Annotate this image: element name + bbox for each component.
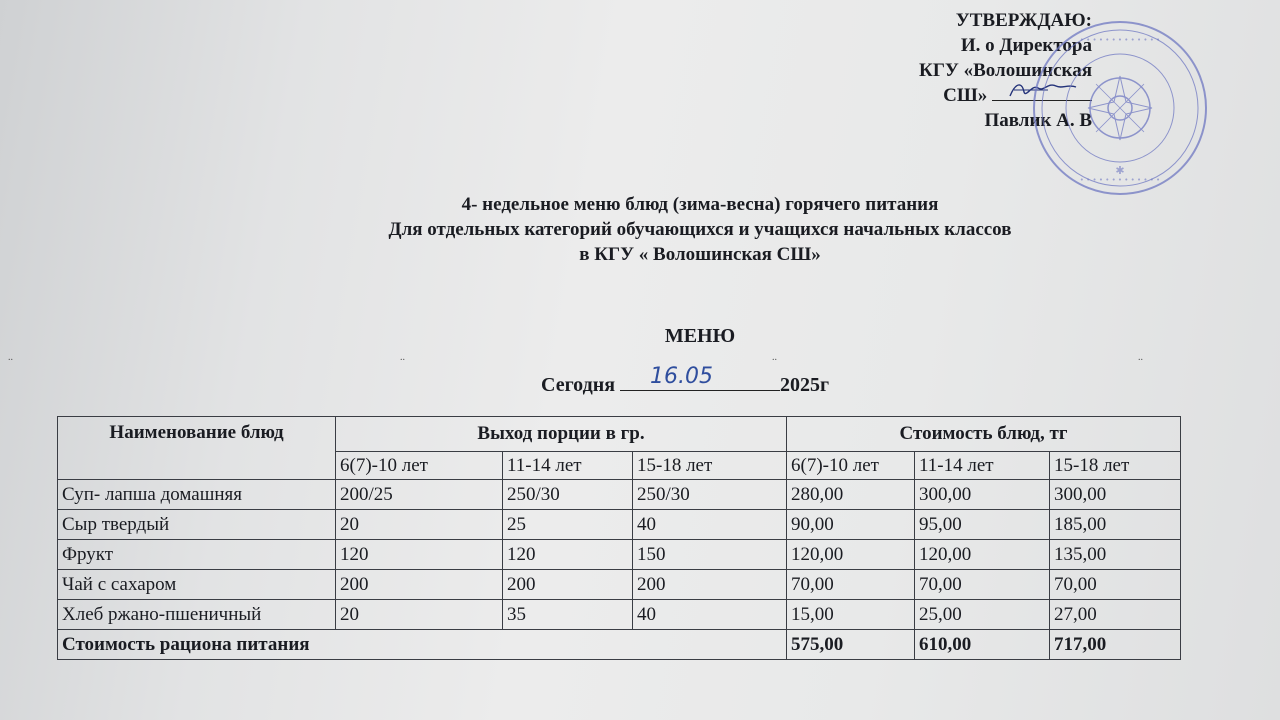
title-line-2: Для отдельных категорий обучающихся и учащихся начальных классов (388, 219, 1012, 240)
total-cost-cell: 575,00 (787, 630, 915, 660)
cost-cell: 27,00 (1050, 600, 1181, 630)
header-dish: Наименование блюд (58, 417, 336, 480)
stray-mark: .. (8, 352, 13, 363)
stray-mark: .. (772, 352, 777, 363)
age-group-header: 11-14 лет (503, 452, 633, 480)
cost-cell: 70,00 (787, 570, 915, 600)
dish-name: Сыр твердый (58, 510, 336, 540)
date-line (620, 364, 780, 391)
total-cost-cell: 717,00 (1050, 630, 1181, 660)
header-portion: Выход порции в гр. (336, 417, 787, 452)
portion-cell: 120 (336, 540, 503, 570)
cost-cell: 300,00 (1050, 480, 1181, 510)
title-line-1: 4- недельное меню блюд (зима-весна) горячего питания (461, 194, 939, 215)
age-group-header: 11-14 лет (915, 452, 1050, 480)
age-group-header: 15-18 лет (633, 452, 787, 480)
cost-cell: 95,00 (915, 510, 1050, 540)
cost-cell: 25,00 (915, 600, 1050, 630)
handwritten-date: 16.05 (650, 364, 714, 389)
cost-cell: 135,00 (1050, 540, 1181, 570)
portion-cell: 200 (633, 570, 787, 600)
portion-cell: 200 (503, 570, 633, 600)
portion-cell: 35 (503, 600, 633, 630)
title-line-3: в КГУ « Волошинская СШ» (579, 244, 821, 265)
portion-cell: 20 (336, 510, 503, 540)
approval-org-suffix: СШ» (943, 85, 988, 106)
stray-mark: .. (400, 352, 405, 363)
cost-cell: 300,00 (915, 480, 1050, 510)
total-cost-cell: 610,00 (915, 630, 1050, 660)
portion-cell: 150 (633, 540, 787, 570)
document-titles (0, 192, 1280, 267)
svg-text:• • • • • • • • • • • • •: • • • • • • • • • • • • • (1079, 36, 1161, 44)
portion-cell: 40 (633, 510, 787, 540)
official-seal-stamp (1030, 18, 1210, 198)
total-row (58, 630, 1181, 660)
table-row (58, 540, 1181, 570)
cost-cell: 70,00 (1050, 570, 1181, 600)
table-row (58, 480, 1181, 510)
approval-heading: УТВЕРЖДАЮ: (955, 10, 1092, 31)
today-date-row (541, 364, 830, 397)
dish-name: Хлеб ржано-пшеничный (58, 600, 336, 630)
approval-position: И. о Директора (960, 35, 1092, 56)
portion-cell: 40 (633, 600, 787, 630)
age-group-header: 15-18 лет (1050, 452, 1181, 480)
portion-cell: 250/30 (633, 480, 787, 510)
age-group-header: 6(7)-10 лет (336, 452, 503, 480)
total-label: Стоимость рациона питания (58, 630, 787, 660)
age-group-header: 6(7)-10 лет (787, 452, 915, 480)
dish-name: Чай с сахаром (58, 570, 336, 600)
dish-name: Фрукт (58, 540, 336, 570)
svg-text:✱: ✱ (1115, 164, 1125, 177)
svg-text:• • • • • • • • • • • • •: • • • • • • • • • • • • • (1079, 176, 1161, 184)
portion-cell: 200/25 (336, 480, 503, 510)
cost-cell: 15,00 (787, 600, 915, 630)
cost-cell: 120,00 (787, 540, 915, 570)
portion-cell: 20 (336, 600, 503, 630)
portion-cell: 25 (503, 510, 633, 540)
portion-cell: 250/30 (503, 480, 633, 510)
cost-cell: 90,00 (787, 510, 915, 540)
cost-cell: 70,00 (915, 570, 1050, 600)
table-row (58, 600, 1181, 630)
approval-signatory: Павлик А. В (984, 110, 1092, 131)
stray-mark: .. (1138, 352, 1143, 363)
cost-cell: 185,00 (1050, 510, 1181, 540)
table-row (58, 510, 1181, 540)
cost-cell: 280,00 (787, 480, 915, 510)
today-label: Сегодня (541, 374, 616, 396)
header-cost: Стоимость блюд, тг (787, 417, 1181, 452)
portion-cell: 200 (336, 570, 503, 600)
dish-name: Суп- лапша домашняя (58, 480, 336, 510)
portion-cell: 120 (503, 540, 633, 570)
approval-organization: КГУ «Волошинская (919, 60, 1092, 81)
menu-heading: МЕНЮ (664, 325, 736, 347)
table-row (58, 570, 1181, 600)
year-suffix: 2025г (780, 374, 830, 396)
cost-cell: 120,00 (915, 540, 1050, 570)
menu-table (57, 416, 1181, 660)
